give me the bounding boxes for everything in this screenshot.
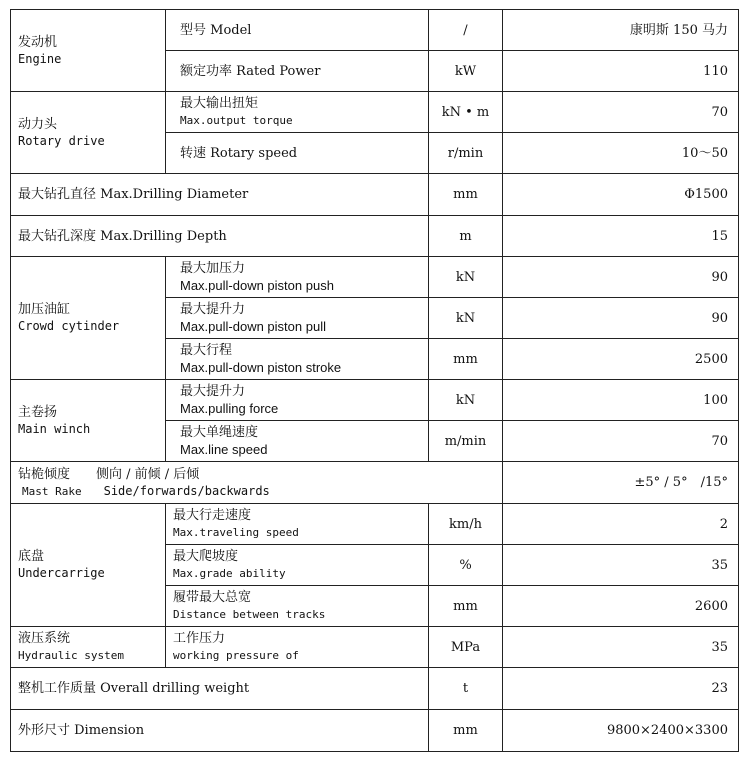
pres-label bbox=[166, 627, 429, 668]
weight-value: 23 bbox=[503, 668, 739, 710]
diameter-label: 最大钻孔直径 Max.Drilling Diameter bbox=[11, 174, 429, 216]
pres-unit: MPa bbox=[429, 627, 503, 668]
table-row bbox=[11, 92, 739, 133]
model-value: 康明斯 150 马力 bbox=[503, 10, 739, 51]
push-unit: kN bbox=[429, 257, 503, 298]
model-label: 型号 Model bbox=[166, 10, 429, 51]
table-row bbox=[11, 668, 739, 710]
travel-unit: km/h bbox=[429, 504, 503, 545]
grade-en: Max.grade ability bbox=[173, 567, 286, 580]
grade-cn: 最大爬坡度 bbox=[173, 549, 239, 564]
rotary-en: Rotary drive bbox=[18, 133, 105, 148]
pull-en: Max.pull-down piston pull bbox=[180, 319, 326, 334]
pull-unit: kN bbox=[429, 298, 503, 339]
travel-en: Max.traveling speed bbox=[173, 526, 299, 539]
depth-value: 15 bbox=[503, 216, 739, 257]
dim-value: 9800×2400×3300 bbox=[503, 710, 739, 752]
diameter-value: Φ1500 bbox=[503, 174, 739, 216]
push-en: Max.pull-down piston push bbox=[180, 278, 334, 293]
engine-cn: 发动机 bbox=[18, 34, 58, 50]
weight-unit: t bbox=[429, 668, 503, 710]
push-cn: 最大加压力 bbox=[180, 261, 246, 276]
tracks-label bbox=[166, 586, 429, 627]
force-cn: 最大提升力 bbox=[180, 384, 246, 399]
depth-unit: m bbox=[429, 216, 503, 257]
engine-group-cell bbox=[11, 10, 166, 92]
pull-cn: 最大提升力 bbox=[180, 302, 246, 317]
force-label bbox=[166, 380, 429, 421]
speed-value: 10～50 bbox=[503, 133, 739, 174]
under-group-cell bbox=[11, 504, 166, 627]
power-unit: kW bbox=[429, 51, 503, 92]
stroke-cn: 最大行程 bbox=[180, 343, 233, 358]
crowd-group-cell bbox=[11, 257, 166, 380]
speed-label: 转速 Rotary speed bbox=[166, 133, 429, 174]
dim-label: 外形尺寸 Dimension bbox=[11, 710, 429, 752]
torque-value: 70 bbox=[503, 92, 739, 133]
winch-cn: 主卷扬 bbox=[18, 404, 58, 420]
table-row bbox=[11, 10, 739, 51]
push-value: 90 bbox=[503, 257, 739, 298]
table-row bbox=[11, 257, 739, 298]
model-unit: / bbox=[429, 10, 503, 51]
power-value: 110 bbox=[503, 51, 739, 92]
line-value: 70 bbox=[503, 421, 739, 462]
mast-en2: Side/forwards/backwards bbox=[103, 483, 270, 498]
mast-en: Mast Rake bbox=[22, 484, 82, 498]
table-row bbox=[11, 174, 739, 216]
torque-unit: kN • m bbox=[429, 92, 503, 133]
dim-unit: mm bbox=[429, 710, 503, 752]
line-cn: 最大单绳速度 bbox=[180, 425, 259, 440]
tracks-unit: mm bbox=[429, 586, 503, 627]
under-cn: 底盘 bbox=[18, 549, 45, 564]
push-label bbox=[166, 257, 429, 298]
tracks-value: 2600 bbox=[503, 586, 739, 627]
stroke-label bbox=[166, 339, 429, 380]
under-en: Undercarrige bbox=[18, 566, 105, 580]
line-unit: m/min bbox=[429, 421, 503, 462]
grade-unit: % bbox=[429, 545, 503, 586]
engine-en: Engine bbox=[18, 51, 62, 66]
diameter-unit: mm bbox=[429, 174, 503, 216]
power-label: 额定功率 Rated Power bbox=[166, 51, 429, 92]
mast-cn: 钻桅倾度 侧向 / 前倾 / 后倾 bbox=[18, 466, 200, 482]
pres-en: working pressure of bbox=[173, 649, 299, 662]
torque-en: Max.output torque bbox=[180, 114, 293, 127]
tracks-cn: 履带最大总宽 bbox=[173, 590, 252, 605]
winch-group-cell bbox=[11, 380, 166, 462]
table-row bbox=[11, 627, 739, 668]
stroke-unit: mm bbox=[429, 339, 503, 380]
table-row bbox=[11, 504, 739, 545]
mast-value: ±5° / 5° /15° bbox=[503, 462, 739, 504]
winch-en: Main winch bbox=[18, 421, 91, 436]
crowd-cn: 加压油缸 bbox=[18, 302, 71, 317]
force-unit: kN bbox=[429, 380, 503, 421]
mast-label bbox=[11, 462, 503, 504]
rotary-cn: 动力头 bbox=[18, 116, 58, 132]
line-label bbox=[166, 421, 429, 462]
speed-unit: r/min bbox=[429, 133, 503, 174]
travel-label bbox=[166, 504, 429, 545]
depth-label: 最大钻孔深度 Max.Drilling Depth bbox=[11, 216, 429, 257]
table-row bbox=[11, 380, 739, 421]
grade-value: 35 bbox=[503, 545, 739, 586]
travel-value: 2 bbox=[503, 504, 739, 545]
hyd-cn: 液压系统 bbox=[18, 631, 71, 646]
weight-label: 整机工作质量 Overall drilling weight bbox=[11, 668, 429, 710]
mast-en-line bbox=[18, 483, 502, 500]
stroke-en: Max.pull-down piston stroke bbox=[180, 360, 342, 375]
stroke-value: 2500 bbox=[503, 339, 739, 380]
travel-cn: 最大行走速度 bbox=[173, 508, 252, 523]
table-row bbox=[11, 710, 739, 752]
hyd-group-cell bbox=[11, 627, 166, 668]
rotary-group-cell bbox=[11, 92, 166, 174]
pres-value: 35 bbox=[503, 627, 739, 668]
line-en: Max.line speed bbox=[180, 442, 268, 457]
table-row bbox=[11, 462, 739, 504]
torque-label bbox=[166, 92, 429, 133]
tracks-en: Distance between tracks bbox=[173, 608, 326, 621]
spec-table bbox=[10, 9, 739, 752]
pull-label bbox=[166, 298, 429, 339]
torque-cn: 最大输出扭矩 bbox=[180, 96, 259, 111]
hyd-en: Hydraulic system bbox=[18, 649, 124, 662]
pull-value: 90 bbox=[503, 298, 739, 339]
pres-cn: 工作压力 bbox=[173, 631, 226, 646]
table-row bbox=[11, 216, 739, 257]
grade-label bbox=[166, 545, 429, 586]
force-value: 100 bbox=[503, 380, 739, 421]
crowd-en: Crowd cytinder bbox=[18, 319, 120, 333]
force-en: Max.pulling force bbox=[180, 401, 279, 416]
